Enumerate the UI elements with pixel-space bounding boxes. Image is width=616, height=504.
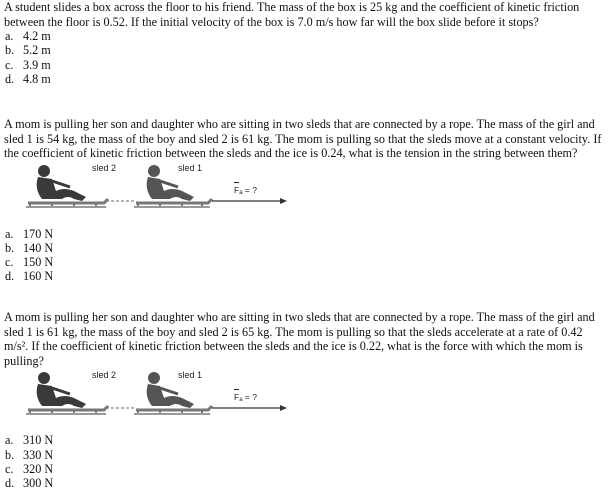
- option-value: 4.2 m: [23, 29, 51, 44]
- option-value: 310 N: [23, 433, 54, 448]
- option[interactable]: [4, 29, 604, 43]
- sled-2-label: sled 2: [92, 162, 117, 173]
- force-letter: F: [234, 390, 239, 405]
- sled-1-label: sled 1: [178, 162, 203, 173]
- option[interactable]: [4, 227, 604, 241]
- option[interactable]: [4, 476, 604, 490]
- option-letter: c.: [5, 255, 14, 270]
- option-value: 320 N: [23, 461, 54, 476]
- option-value: 3.9 m: [23, 57, 51, 72]
- option[interactable]: [4, 448, 604, 462]
- question-3-options: [4, 433, 604, 490]
- option-value: 5.2 m: [23, 43, 51, 58]
- sled-figure: [12, 368, 292, 426]
- option-letter: b.: [5, 240, 15, 255]
- option-letter: c.: [5, 461, 14, 476]
- sled-1-label: sled 1: [178, 370, 203, 381]
- option-letter: a.: [5, 226, 14, 241]
- force-label: [234, 390, 257, 408]
- option-value: 150 N: [23, 255, 54, 270]
- option[interactable]: [4, 43, 604, 57]
- option-letter: c.: [5, 57, 14, 72]
- option[interactable]: [4, 462, 604, 476]
- sled-2-label: sled 2: [92, 370, 117, 381]
- option-value: 4.8 m: [23, 71, 51, 86]
- sled-figure: [12, 161, 292, 219]
- question-3-text: A mom is pulling her son and daughter who are sitting in two sleds that are connected by a rope. The mass of the girl and sled 1 is 61 kg, the mass of the boy and sled 2 is 65 kg. The mom is pulling so that the sleds accelerate at a rate of 0.42 m/s². If the coefficient of kinetic friction between the sleds and the ice is 0.22, what is the force with which the mom is pulling?: [4, 310, 595, 368]
- option-letter: a.: [5, 29, 14, 44]
- option[interactable]: [4, 58, 604, 72]
- option-letter: b.: [5, 43, 15, 58]
- question-1: [4, 0, 604, 86]
- option[interactable]: [4, 241, 604, 255]
- option[interactable]: [4, 72, 604, 86]
- force-label: [234, 183, 257, 201]
- question-1-text: A student slides a box across the floor to his friend. The mass of the box is 25 kg and the coefficient of kinetic friction between the floor is 0.52. If the initial velocity of the box is 7.0 m/s how far will the box slide before it stops?: [4, 0, 580, 29]
- option-value: 140 N: [23, 240, 54, 255]
- option-value: 170 N: [23, 226, 54, 241]
- force-subscript: a: [239, 397, 243, 404]
- option-letter: a.: [5, 433, 14, 448]
- option-letter: d.: [5, 71, 15, 86]
- option[interactable]: [4, 269, 604, 283]
- question-2: [4, 117, 604, 284]
- option-value: 300 N: [23, 475, 54, 490]
- force-value: = ?: [242, 392, 257, 403]
- force-subscript: a: [239, 189, 243, 196]
- option-value: 160 N: [23, 269, 54, 284]
- option[interactable]: [4, 433, 604, 447]
- force-value: = ?: [242, 184, 257, 195]
- question-1-options: [4, 29, 604, 86]
- option-value: 330 N: [23, 447, 54, 462]
- option-letter: d.: [5, 475, 15, 490]
- question-3: [4, 310, 604, 490]
- option-letter: d.: [5, 269, 15, 284]
- question-2-options: [4, 227, 604, 284]
- question-2-text: A mom is pulling her son and daughter who are sitting in two sleds that are connected by a rope. The mass of the girl and sled 1 is 54 kg, the mass of the boy and sled 2 is 61 kg. The mom is pulling so that the sleds move at a constant velocity. If the coefficient of kinetic friction between the sleds and the ice is 0.24, what is the tension in the string between them?: [4, 117, 602, 161]
- option[interactable]: [4, 255, 604, 269]
- force-letter: F: [234, 183, 239, 198]
- option-letter: b.: [5, 447, 15, 462]
